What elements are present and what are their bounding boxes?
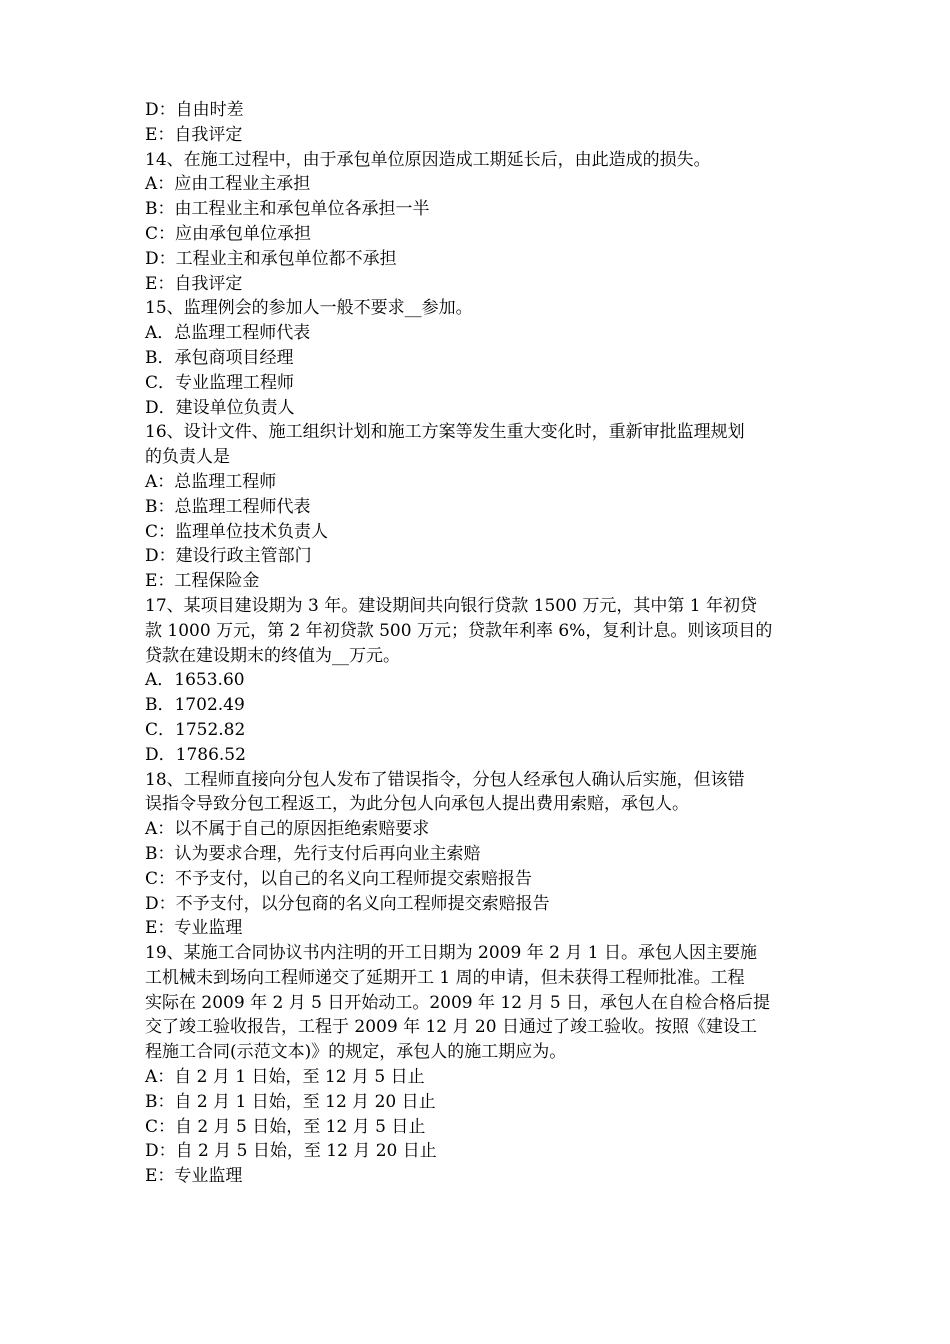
answer-option-line: D．1786.52	[145, 744, 246, 765]
answer-option-line: A：自 2 月 1 日始，至 12 月 5 日止	[145, 1067, 425, 1088]
answer-option-line: E：自我评定	[145, 273, 243, 294]
answer-option-line: E：自我评定	[145, 124, 243, 145]
answer-option-line: D：自由时差	[145, 100, 244, 120]
answer-option-line: E：工程保险金	[145, 571, 260, 592]
question-text-line: 17、某项目建设期为 3 年。建设期间共向银行贷款 1500 万元，其中第 1 年初贷	[145, 595, 757, 616]
document-body	[145, 98, 810, 1189]
answer-option-line: A：应由工程业主承担	[145, 174, 311, 195]
question-text-line: 工机械未到场向工程师递交了延期开工 1 周的申请，但未获得工程师批准。工程	[145, 967, 745, 988]
question-text-line: 16、设计文件、施工组织计划和施工方案等发生重大变化时，重新审批监理规划	[145, 422, 745, 443]
question-text-line: 贷款在建设期末的终值为__万元。	[145, 645, 400, 666]
answer-option-line: D：工程业主和承包单位都不承担	[145, 248, 397, 269]
question-text-line: 程施工合同(示范文本)》的规定，承包人的施工期应为。	[145, 1042, 567, 1063]
question-text-line: 款 1000 万元，第 2 年初贷款 500 万元；贷款年利率 6%，复利计息。则该项目的	[145, 620, 773, 641]
question-text-line: 误指令导致分包工程返工，为此分包人向承包人提出费用索赔，承包人。	[145, 794, 689, 815]
answer-option-line: C．专业监理工程师	[145, 372, 295, 393]
answer-option-line: A：以不属于自己的原因拒绝索赔要求	[145, 819, 430, 840]
answer-option-line: D：建设行政主管部门	[145, 546, 312, 567]
answer-option-line: B：由工程业主和承包单位各承担一半	[145, 199, 430, 220]
answer-option-line: E：专业监理	[145, 918, 243, 939]
answer-option-line: B：总监理工程师代表	[145, 496, 311, 517]
answer-option-line: C：应由承包单位承担	[145, 223, 312, 244]
question-text-line: 19、某施工合同协议书内注明的开工日期为 2009 年 2 月 1 日。承包人因主要施	[145, 943, 757, 964]
answer-option-line: A：总监理工程师	[145, 471, 277, 492]
question-text-line: 18、工程师直接向分包人发布了错误指令，分包人经承包人确认后实施，但该错	[145, 769, 745, 790]
answer-option-line: E：专业监理	[145, 1166, 243, 1187]
question-text-line: 14、在施工过程中，由于承包单位原因造成工期延长后，由此造成的损失。	[145, 149, 711, 170]
answer-option-line: C：自 2 月 5 日始，至 12 月 5 日止	[145, 1116, 426, 1137]
answer-option-line: C：监理单位技术负责人	[145, 521, 329, 542]
answer-option-line: A．总监理工程师代表	[145, 323, 311, 344]
answer-option-line: D．建设单位负责人	[145, 397, 295, 418]
answer-option-line: B：认为要求合理，先行支付后再向业主索赔	[145, 843, 481, 864]
answer-option-line: D：不予支付，以分包商的名义向工程师提交索赔报告	[145, 893, 550, 914]
question-text-line: 实际在 2009 年 2 月 5 日开始动工。2009 年 12 月 5 日，承包人在自检合格后提	[145, 992, 771, 1013]
question-text-line: 交了竣工验收报告，工程于 2009 年 12 月 20 日通过了竣工验收。按照《建设工	[145, 1017, 757, 1038]
answer-option-line: B．承包商项目经理	[145, 347, 294, 368]
answer-option-line: A．1653.60	[145, 670, 245, 691]
question-text-line: 15、监理例会的参加人一般不要求__参加。	[145, 298, 473, 319]
question-text-line: 的负责人是	[145, 447, 230, 468]
answer-option-line: C．1752.82	[145, 719, 246, 740]
answer-option-line: B．1702.49	[145, 695, 245, 716]
answer-option-line: B：自 2 月 1 日始，至 12 月 20 日止	[145, 1091, 436, 1112]
answer-option-line: D：自 2 月 5 日始，至 12 月 20 日止	[145, 1141, 437, 1162]
answer-option-line: C：不予支付，以自己的名义向工程师提交索赔报告	[145, 868, 533, 889]
